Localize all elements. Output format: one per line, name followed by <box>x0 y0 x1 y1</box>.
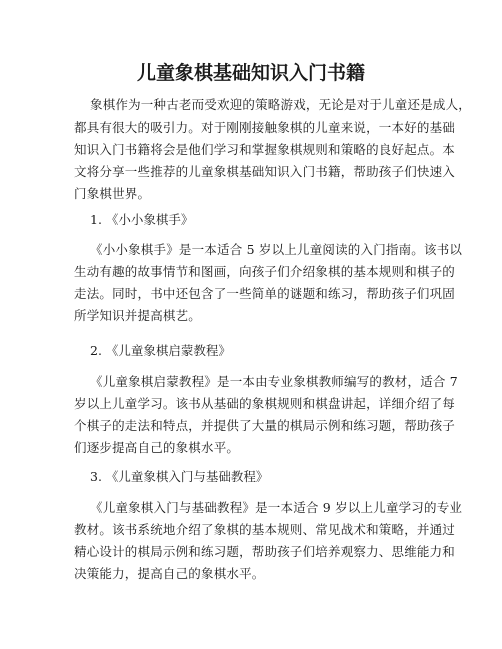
section-heading: 3. 《儿童象棋入门与基础教程》 <box>90 469 269 484</box>
section-line: 《儿童象棋入门与基础教程》是一本适合 9 岁以上儿童学习的专业 <box>90 500 463 515</box>
section-line: 所学知识并提高棋艺。 <box>74 308 202 323</box>
section-line: 教材。该书系统地介绍了象棋的基本规则、常见战术和策略，并通过 <box>74 522 456 537</box>
section-line: 走法。同时，书中还包含了一些简单的谜题和练习，帮助孩子们巩固 <box>74 286 456 301</box>
intro-line: 文将分享一些推荐的儿童象棋基础知识入门书籍，帮助孩子们快速入 <box>74 164 456 179</box>
section-line: 们逐步提高自己的象棋水平。 <box>74 440 240 455</box>
section-heading: 1. 《小小象棋手》 <box>90 212 194 227</box>
section-heading: 2. 《儿童象棋启蒙教程》 <box>90 343 231 358</box>
section-line: 《儿童象棋启蒙教程》是一本由专业象棋教师编写的教材，适合 7 <box>90 374 458 389</box>
intro-line: 象棋作为一种古老而受欢迎的策略游戏，无论是对于儿童还是成人， <box>90 97 472 112</box>
section-line: 《小小象棋手》是一本适合 5 岁以上儿童阅读的入门指南。该书以 <box>90 242 463 257</box>
intro-line: 都具有很大的吸引力。对于刚刚接触象棋的儿童来说，一本好的基础 <box>74 120 456 135</box>
section-line: 决策能力，提高自己的象棋水平。 <box>74 566 265 581</box>
section-line: 生动有趣的故事情节和图画，向孩子们介绍象棋的基本规则和棋子的 <box>74 264 456 279</box>
section-line: 个棋子的走法和特点，并提供了大量的棋局示例和练习题，帮助孩子 <box>74 418 456 433</box>
page-title: 儿童象棋基础知识入门书籍 <box>136 62 365 84</box>
intro-line: 门象棋世界。 <box>74 186 151 201</box>
section-line: 岁以上儿童学习。该书从基础的象棋规则和棋盘讲起，详细介绍了每 <box>74 396 456 411</box>
section-line: 精心设计的棋局示例和练习题，帮助孩子们培养观察力、思维能力和 <box>74 544 456 559</box>
intro-line: 知识入门书籍将会是他们学习和掌握象棋规则和策略的良好起点。本 <box>74 142 456 157</box>
